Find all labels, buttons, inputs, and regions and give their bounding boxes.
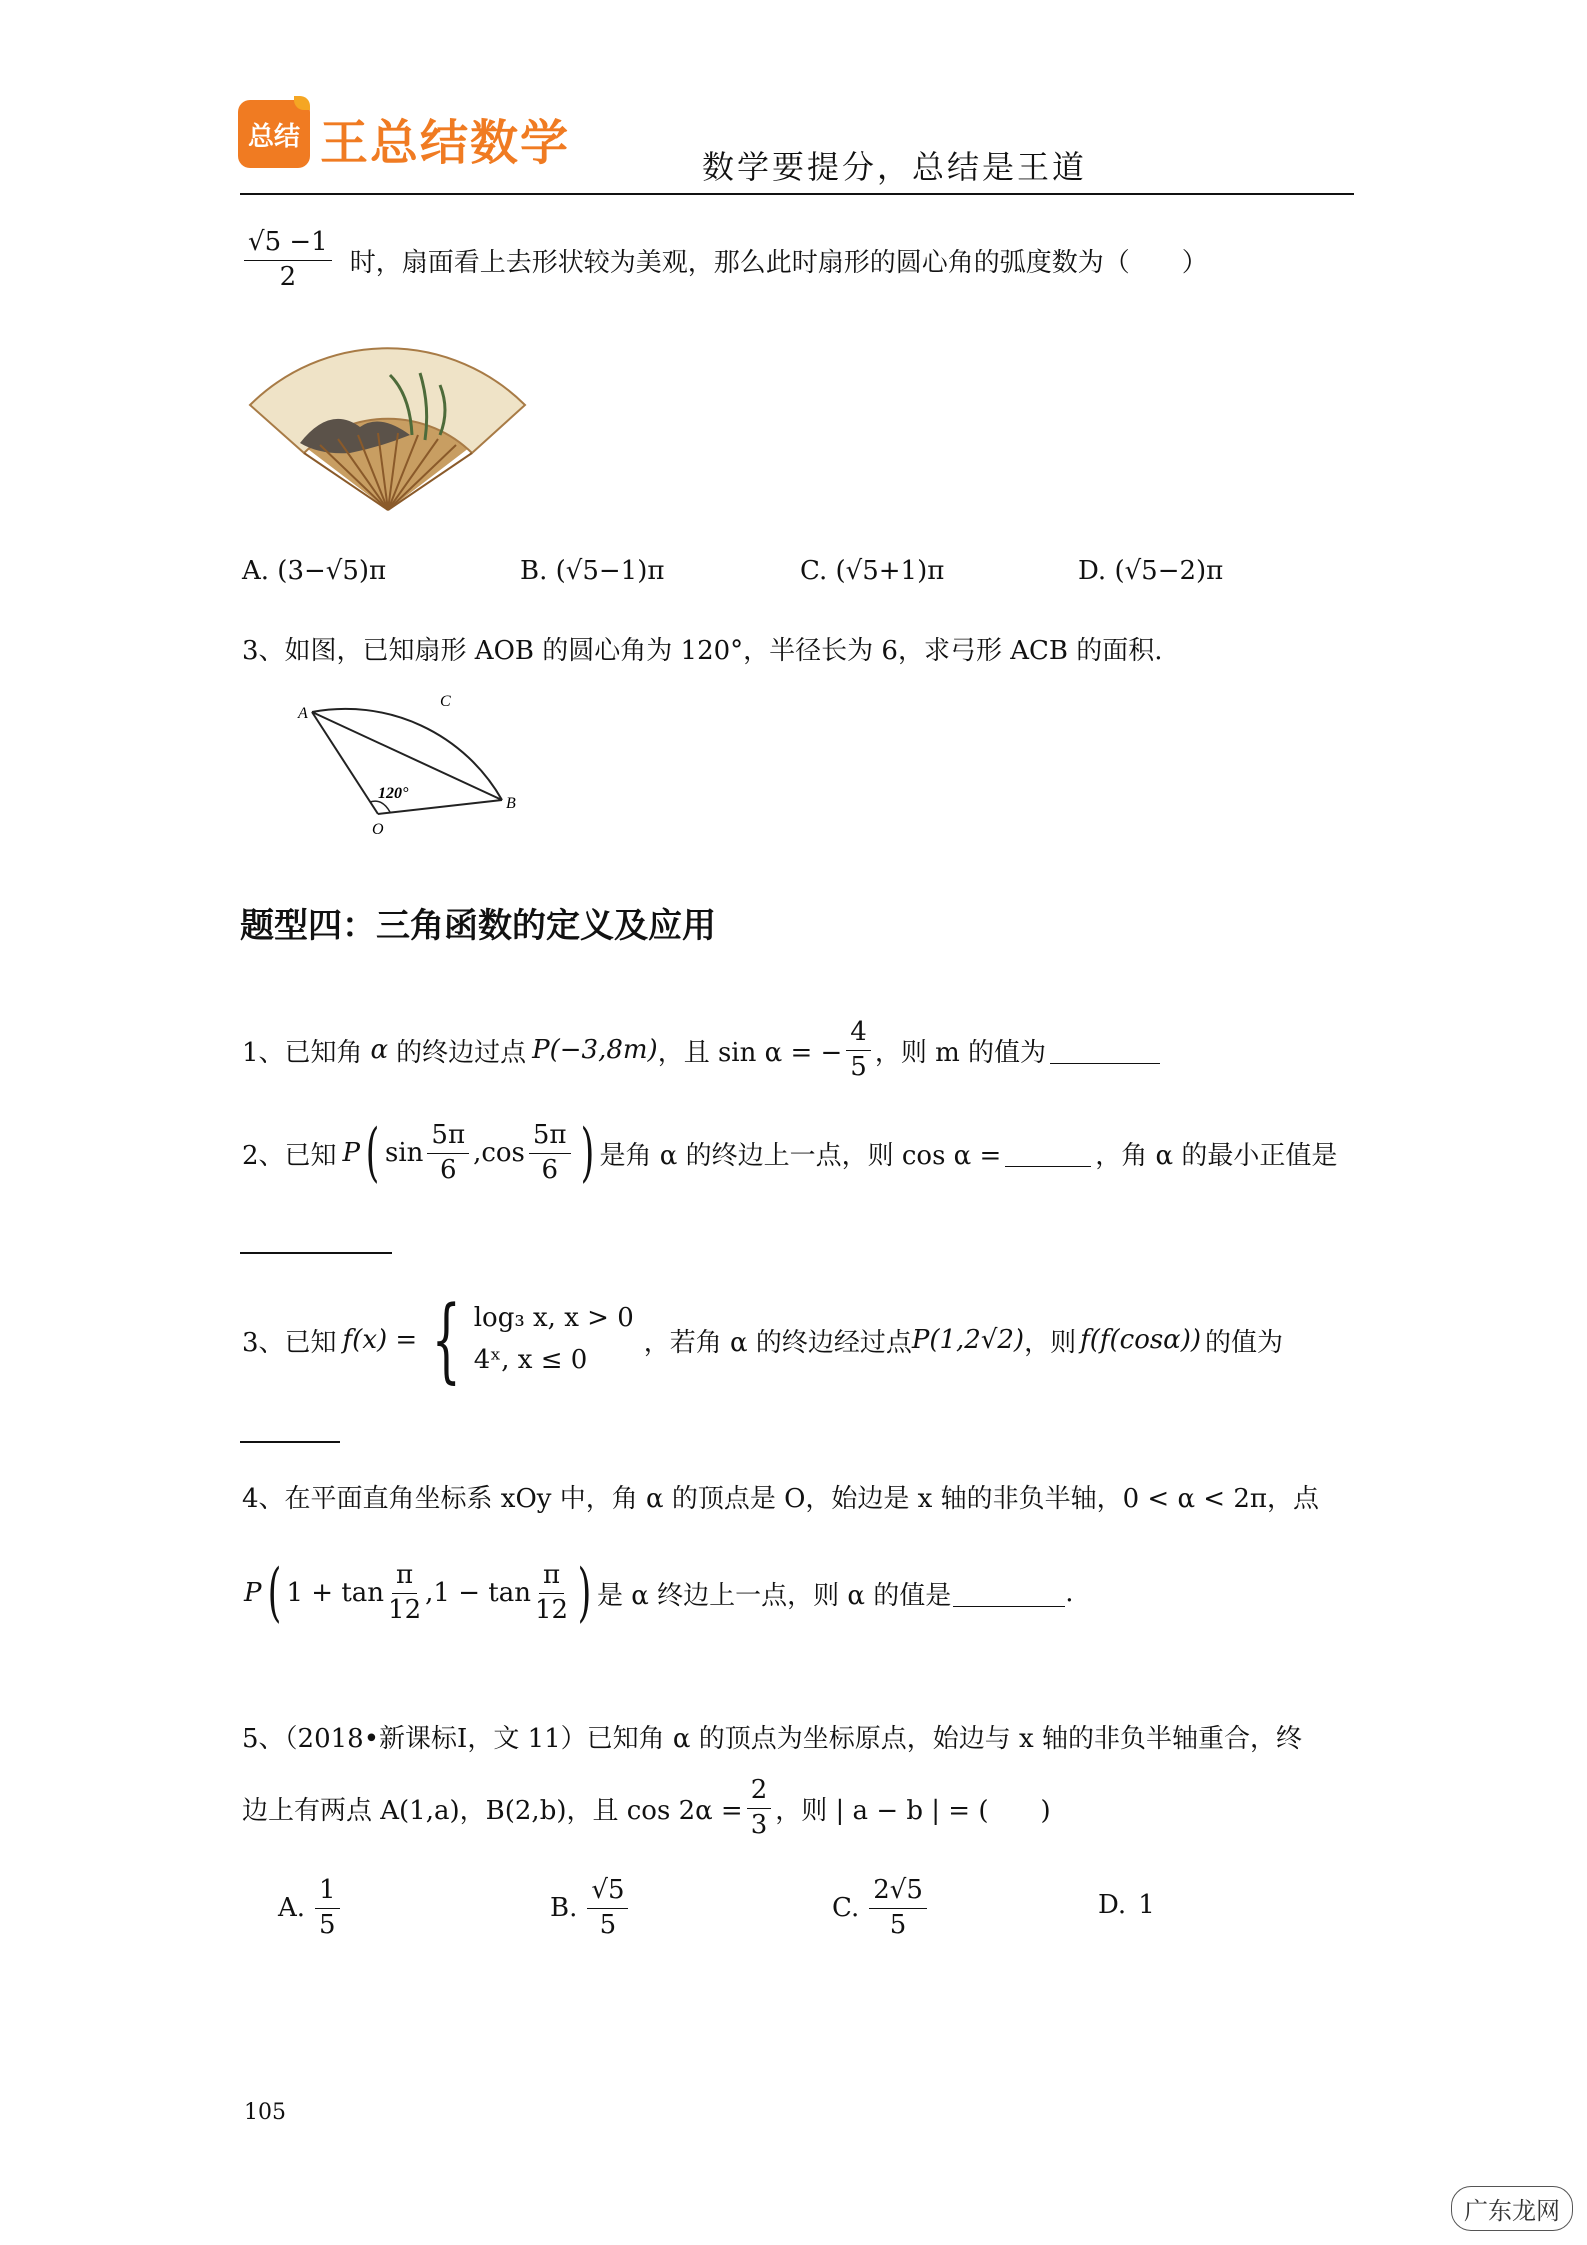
- section-title: 题型四：三角函数的定义及应用: [240, 906, 716, 946]
- label-b: B: [506, 795, 516, 812]
- header-slogan: 数学要提分，总结是王道: [702, 148, 1088, 186]
- answer-blank-2b[interactable]: [240, 1252, 392, 1254]
- q-prev-text: 时，扇面看上去形状较为美观，那么此时扇形的圆心角的弧度数为（ ）: [349, 247, 1208, 278]
- q-prev-line: [240, 220, 1208, 300]
- q5-option-d[interactable]: D. 1: [1098, 1890, 1155, 1920]
- label-c: C: [440, 693, 451, 710]
- page-number: 105: [244, 2100, 286, 2125]
- question-4-line2: P ( 1 + tan $\frac{\pi}{12}$ ,1 − tan $\frac{\pi}{12}$ ) 是 α 终边上一点，则 α 的值是 .: [244, 1556, 1074, 1630]
- header-rule: [240, 193, 1354, 195]
- golden-ratio-fraction: $\frac{√5 -1}{2}$: [244, 229, 332, 291]
- brand-name: 王总结数学: [320, 115, 571, 171]
- answer-blank-1[interactable]: [1050, 1037, 1160, 1064]
- answer-blank-2a[interactable]: [1005, 1140, 1091, 1167]
- question-3: 3、已知 f(x) = { log₃ x, x > 0 4ˣ, x ≤ 0 ，若角 α 的终边经过点 P(1,2√2) ，则 f(f(cosα)) 的值为: [242, 1286, 1284, 1393]
- answer-blank-4[interactable]: [953, 1580, 1065, 1607]
- sector-aob-diagram: [290, 680, 530, 840]
- watermark: 广东龙网: [1451, 2186, 1573, 2231]
- label-angle: 120°: [378, 785, 409, 802]
- question-4-line1: 4、在平面直角坐标系 xOy 中，角 α 的顶点是 O，始边是 x 轴的非负半轴，0 < α < 2π，点: [242, 1484, 1319, 1514]
- question-5-line2: 边上有两点 A(1,a)，B(2,b)，且 cos 2α = $\frac{2}{3}$ ，则 | a − b | = ( ): [242, 1775, 1051, 1840]
- option-a[interactable]: A. (3−√5)π: [242, 556, 387, 586]
- folding-fan-image: [240, 335, 530, 515]
- q5-option-b[interactable]: B. $\frac{√5}{5}$: [550, 1868, 632, 1948]
- option-d[interactable]: D. (√5−2)π: [1078, 556, 1224, 586]
- option-c[interactable]: C. (√5+1)π: [800, 556, 945, 586]
- question-5-line1: 5、（2018•新课标Ⅰ，文 11）已知角 α 的顶点为坐标原点，始边与 x 轴的非负半轴重合，终: [242, 1724, 1302, 1754]
- label-o: O: [372, 821, 384, 838]
- question-1: 1、已知角 α 的终边过点 P(−3,8m) ，且 sin α = − $\frac{4}{5}$ ，则 m 的值为: [242, 1010, 1160, 1090]
- option-b[interactable]: B. (√5−1)π: [520, 556, 665, 586]
- q5-option-a[interactable]: A. $\frac{1}{5}$: [278, 1868, 344, 1948]
- q5-option-c[interactable]: C. $\frac{2√5}{5}$: [832, 1868, 931, 1948]
- question-2: 2、已知 P ( sin $\frac{5\pi}{6}$ ,cos $\frac{5\pi}{6}$ ) 是角 α 的终边上一点，则 cos α = ，角 α 的最小正值是: [242, 1116, 1338, 1190]
- q3-prev-text: 3、如图，已知扇形 AOB 的圆心角为 120°，半径长为 6，求弓形 ACB 的面积.: [242, 636, 1163, 666]
- label-a: A: [298, 705, 308, 722]
- logo-badge-text: 总结: [247, 121, 300, 152]
- logo-badge: [238, 100, 310, 168]
- case-1: log₃ x, x > 0: [473, 1303, 634, 1334]
- case-2: 4ˣ, x ≤ 0: [473, 1345, 588, 1375]
- answer-blank-3[interactable]: [240, 1441, 340, 1443]
